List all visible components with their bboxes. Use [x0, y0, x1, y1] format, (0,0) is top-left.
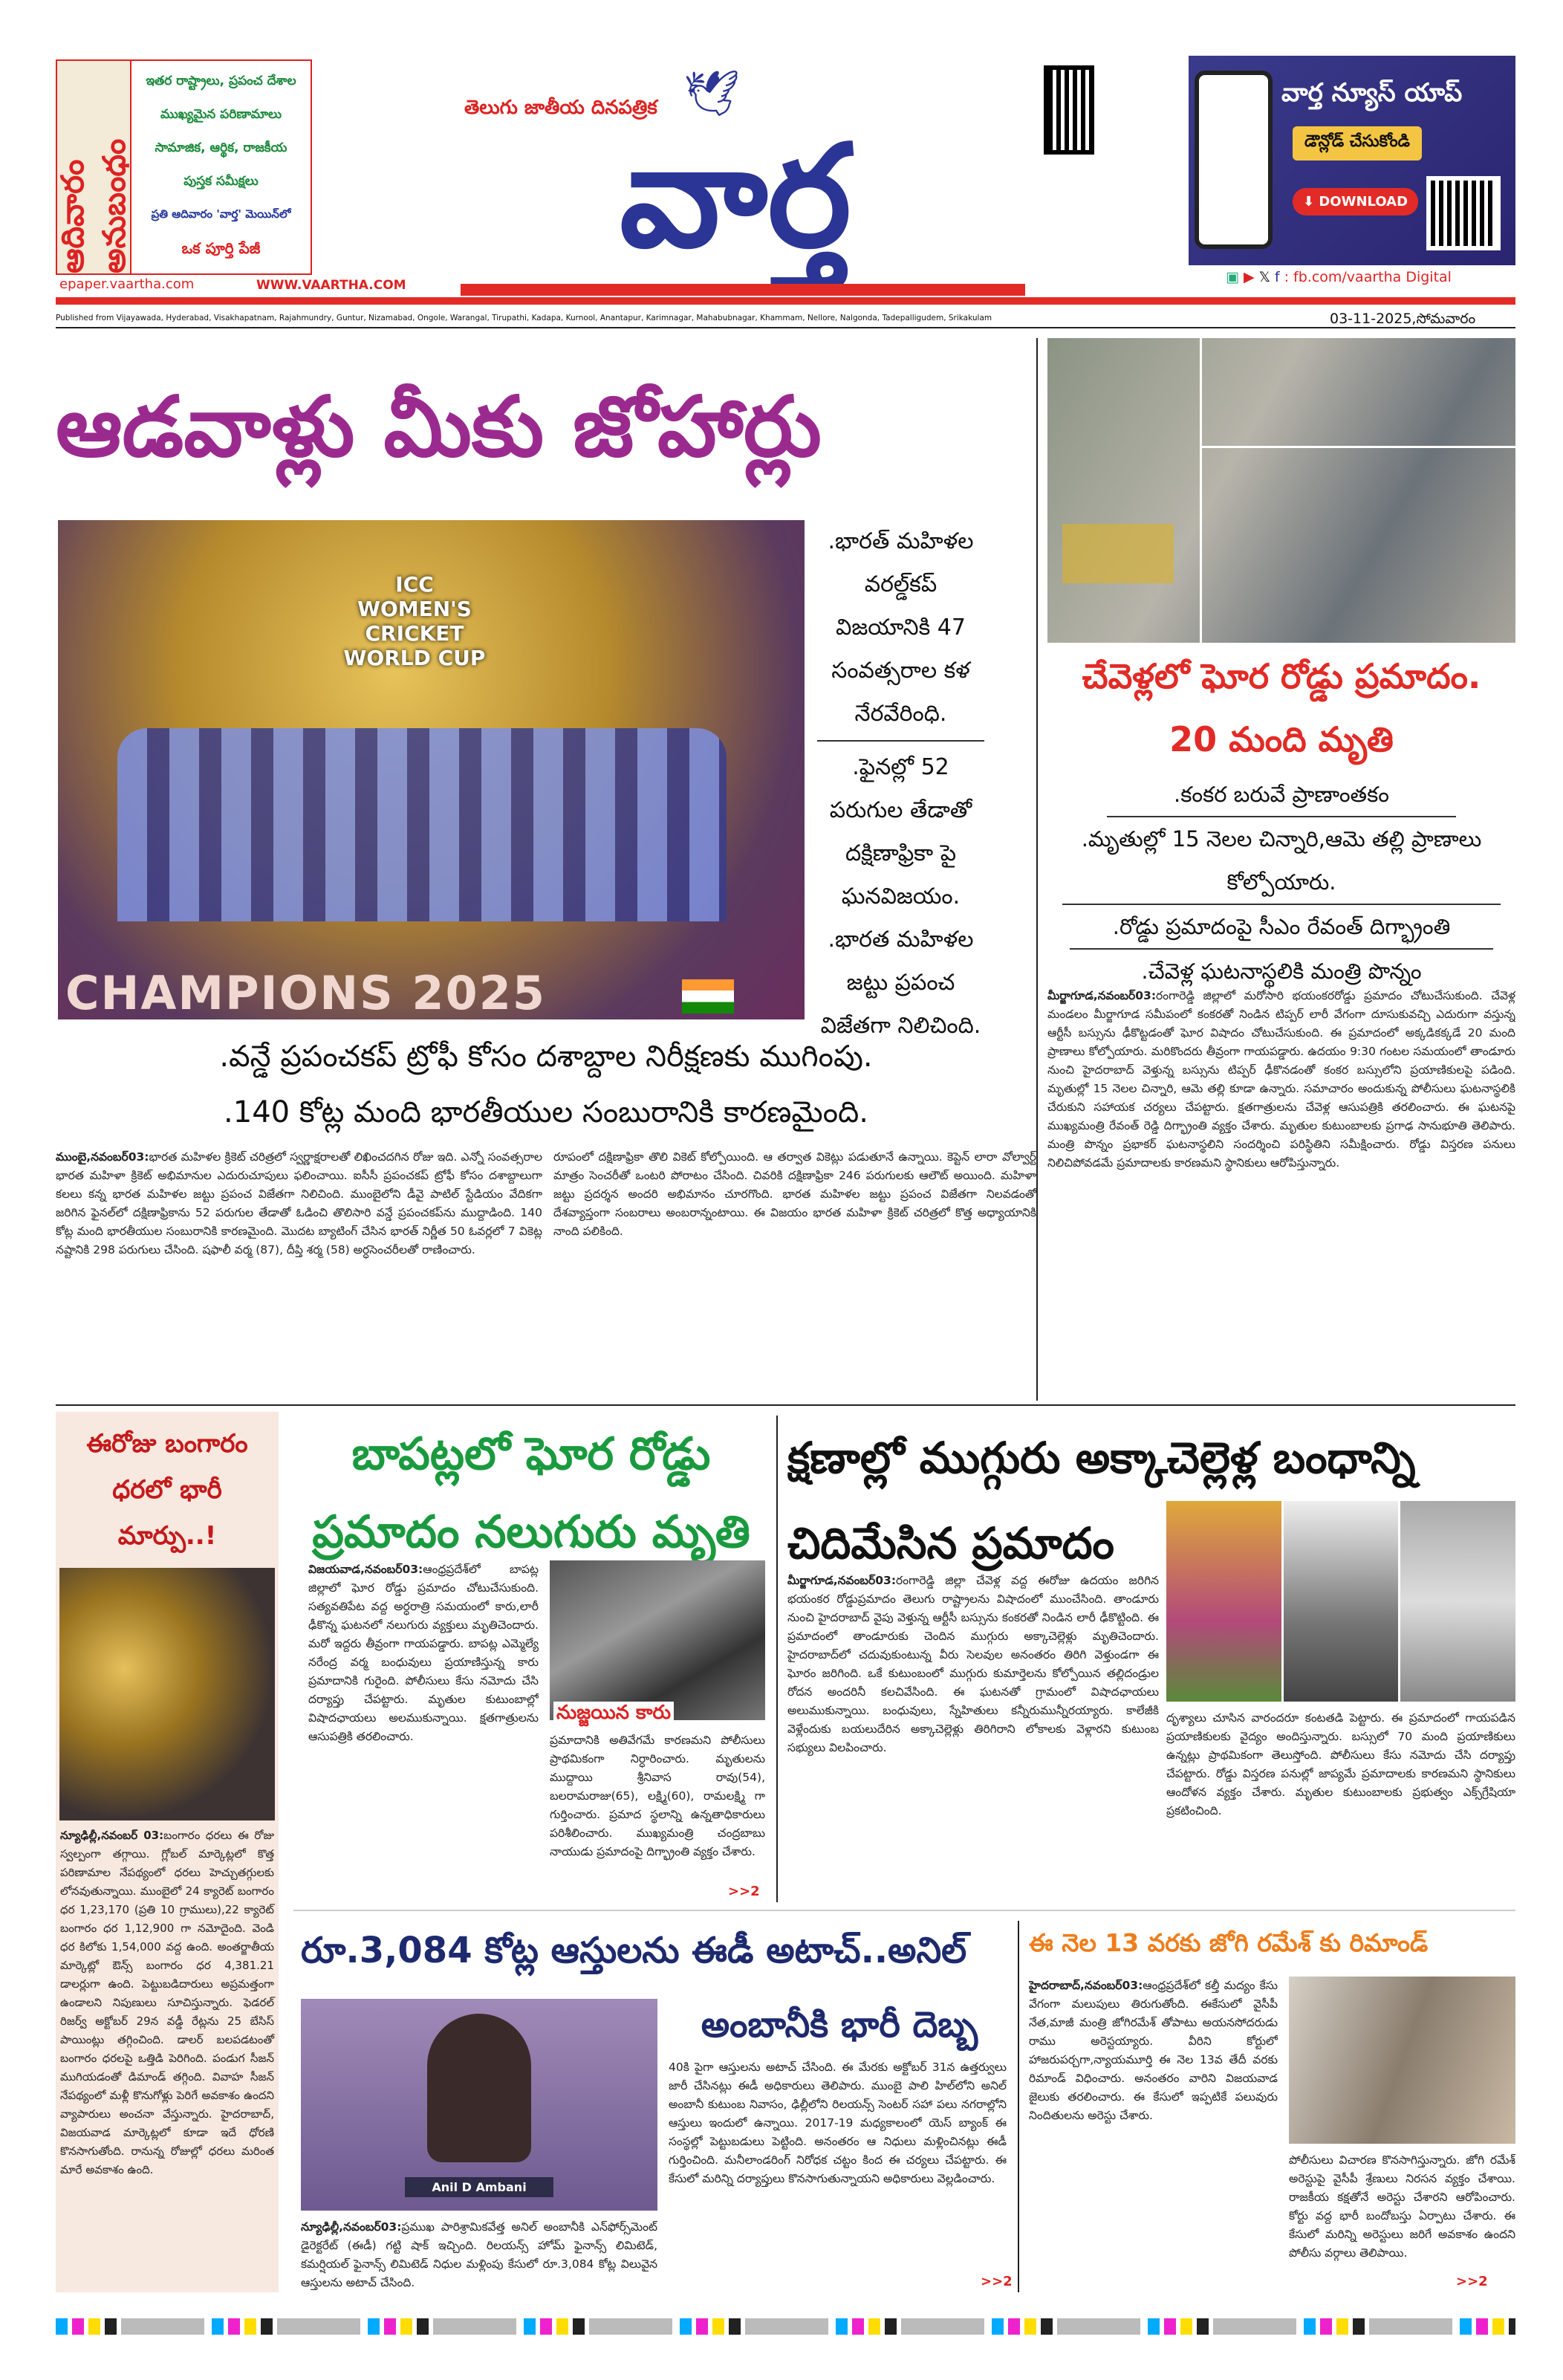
- gold-headline: ఈరోజు బంగారం ధరలో భారీ మార్పు..!: [86, 1429, 248, 1551]
- sisters-headline: క్షణాల్లో ముగ్గురు అక్కాచెల్లెళ్ల బంధాన్ని చిదిమేసిన ప్రమాదం: [787, 1433, 1416, 1569]
- youtube-icon[interactable]: ▶: [1243, 269, 1255, 285]
- court-photo: [1289, 1977, 1515, 2144]
- continued-page-link[interactable]: >>2: [1456, 2274, 1488, 2289]
- app-download-cta[interactable]: డౌన్లోడ్ చేసుకోండి: [1293, 126, 1422, 160]
- accident-headline-2: 20 మంది మృతి: [1169, 719, 1394, 759]
- promo-line: ఇతర రాష్ట్రాలు, ప్రపంచ దేశాల: [146, 73, 296, 88]
- download-arrow-icon: ⬇: [1303, 194, 1319, 210]
- dove-icon: 🕊: [683, 68, 741, 120]
- app-title: వార్త న్యూస్ యాప్: [1281, 78, 1463, 108]
- accident-sub: .మృతుల్లో 15 నెలల చిన్నారి,ఆమె తల్లి ప్రాణాలు కోల్పోయారు.: [1062, 817, 1501, 905]
- sisters-portrait: [1166, 1501, 1281, 1702]
- website-link[interactable]: WWW.VAARTHA.COM: [256, 278, 406, 293]
- cricket-team-photo: [58, 520, 805, 1019]
- download-button[interactable]: ⬇ DOWNLOAD: [1293, 188, 1418, 215]
- lead-deck: .140 కోట్ల మంది భారతీయుల సంబురానికి కారణమైంది.: [224, 1095, 868, 1129]
- promo-line: సామాజిక, ఆర్థిక, రాజకీయ: [155, 140, 287, 155]
- issue-date: 03-11-2025,సోమవారం: [1330, 311, 1476, 327]
- promo-line: పుస్తక సమీక్షలు: [183, 174, 259, 189]
- crowd-photo: [1284, 1501, 1399, 1702]
- google-news-icon[interactable]: ▣: [1226, 269, 1239, 285]
- column-divider: [1036, 338, 1038, 1401]
- promo-highlight: ఒక పూర్తి పేజీ: [181, 239, 261, 258]
- lead-point: .ఫైనల్లో 52 పరుగుల తేడాతో దక్షిణాఫ్రికా పై ఘనవిజయం.: [829, 754, 972, 909]
- covered-victim: [1062, 524, 1174, 583]
- sunday-supplement-promo: [56, 59, 312, 275]
- jogi-headline: ఈ నెల 13 వరకు జోగి రమేశ్ కు రిమాండ్: [1029, 1928, 1429, 1957]
- accident-article: మీర్జాగూడ,నవంబర్03:రంగారెడ్డి జిల్లాలో మరోసారి భయంకరరోడ్డు ప్రమాదం చోటుచేసుకుంది. చేవెళ్ల మండలం మీర్జాగూడ సమీపంలో కంకరతో నిండిన టిప్పర్ లారీ వేగంగా దూసుకువచ్చి ఎదురుగా వస్తున్న ఆర్టీసీ బస్సును ఢీకొట్టడంతో ఘోర విషాదం చోటుచేసుకుంది. ఈ ప్రమాదంలో అక్కడికక్కడే 20 మంది ప్రాణాలు కోల్పోయారు. మరికొందరు తీవ్రంగా గాయపడ్డారు. ఉదయం 9:30 గంటల సమయంలో తాండూరు నుంచి హైదరాబాద్ వెళ్తున్న బస్సును టిప్పర్ ఢీకొనడంతో కంకర బస్సులోని ప్రయాణికులపై పడింది. మృతుల్లో 15 నెలల చిన్నారి, ఆమె తల్లి కూడా ఉన్నారు. సమాచారం అందుకున్న పోలీసులు ఘటనాస్థలికి చేరుకుని సహాయక చర్యలు చేపట్టారు. క్షతగాత్రులను చేవెళ్ల ఆసుపత్రికి తరలించారు. ఈ ఘటనపై ముఖ్యమంత్రి రేవంత్ రెడ్డి దిగ్భ్రాంతి వ్యక్తం చేశారు. మృతుల కుటుంబాలకు ప్రగాఢ సానుభూతి తెలిపారు. మంత్రి పొన్నం ప్రభాకర్ ఘటనాస్థలిని సందర్శించి పరిస్థితిని సమీక్షించారు. రోడ్డు విస్తరణ పనులు నిలిచిపోవడమే ప్రమాదాలకు కారణమని స్థానికులు ఆరోపిస్తున్నారు.: [1047, 989, 1515, 1170]
- players-silhouette: [117, 728, 727, 921]
- continued-page-link[interactable]: >>2: [981, 2274, 1013, 2289]
- promo-line: ప్రతి ఆదివారం 'వార్త' మెయిన్‌లో: [151, 207, 291, 221]
- trophy-text: ICC WOMEN'S CRICKET WORLD CUP: [343, 572, 486, 670]
- person-silhouette: [427, 2014, 531, 2162]
- gold-jewellery-photo: [59, 1568, 275, 1820]
- lead-deck: .వన్డే ప్రపంచకప్ ట్రోఫీ కోసం దశాబ్దాల నిరీక్షణకు ముగింపు.: [219, 1040, 873, 1074]
- bapatla-article: విజయవాడ,నవంబర్03:ఆంధ్రప్రదేశ్‌లో బాపట్ల జిల్లాలో ఘోర రోడ్డు ప్రమాదం చోటుచేసుకుంది. సత్యవతిపేట వద్ద అర్ధరాత్రి సమయంలో కారు,లారీ ఢీకొన్న ఘటనలో నలుగురు వ్యక్తులు మృతిచెందారు. మరో ఇద్దరు తీవ్రంగా గాయపడ్డారు. బాపట్ల ఎమ్మెల్యే నరేంద్ర వర్మ బంధువులు ప్రయాణిస్తున్న కారు ప్రమాదానికి గురైంది. పోలీసులు కేసు నమోదు చేసి దర్యాప్తు చేపట్టారు. మృతుల కుటుంబాల్లో విషాదఛాయలు అలముకున్నాయి. క్షతగాత్రులను ఆసుపత్రికి తరలించారు.: [308, 1563, 539, 1743]
- lead-headline: ఆడవాళ్లు మీకు జోహార్లు: [56, 379, 822, 476]
- sisters-article-cont: దృశ్యాలు చూసిన వారందరూ కంటతడి పెట్టారు. ఈ ప్రమాదంలో గాయపడిన ప్రయాణికులకు వైద్యం అందిస్తున్నారు. బస్సులో 70 మంది ప్రయాణికులు ఉన్నట్లు ప్రాథమికంగా తెలుస్తోంది. పోలీసులు కేసు నమోదు చేసి దర్యాప్తు చేపట్టారు. రోడ్డు విస్తరణ పనుల్లో జాప్యమే ప్రమాదాలకు కారణమని స్థానికులు ఆందోళన వ్యక్తం చేశారు. మృతుల కుటుంబాలకు ప్రభుత్వం ఎక్స్‌గ్రేషియా ప్రకటించింది.: [1166, 1711, 1515, 1818]
- gold-box: [56, 1412, 279, 2292]
- photo-separator: [1200, 338, 1202, 643]
- accident-sub: .రోడ్డు ప్రమాదంపై సీఎం రేవంత్ దిగ్భ్రాంతి: [1070, 905, 1493, 950]
- sisters-article: మీర్జాగూడ,నవంబర్03:రంగారెడ్డి జిల్లా చేవెళ్ల వద్ద ఈరోజు ఉదయం జరిగిన భయంకర రోడ్డుప్రమాదం తెలుగు రాష్ట్రాలను విషాదంలో ముంచేసింది. తాండూరు నుంచి హైదరాబాద్ వైపు వెళ్తున్న ఆర్టీసీ బస్సును కంకరతో నిండిన లారీ ఢీకొట్టింది. ఈ ప్రమాదంలో తాండూరుకు చెందిన ముగ్గురు అక్కాచెల్లెళ్లు మృతిచెందారు. హైదరాబాద్‌లో చదువుకుంటున్న వీరు సెలవుల అనంతరం తిరిగి వెళ్తుండగా ఈ ఘోరం జరిగింది. ఒకే కుటుంబంలో ముగ్గురు కుమార్తెలను కోల్పోయిన తల్లిదండ్రుల రోదన అందరినీ కలచివేసింది. ఈ ఘటనతో గ్రామంలో విషాదఛాయలు అలుముకున్నాయి. బంధువులు, స్నేహితులు కన్నీరుమున్నీరయ్యారు. కాలేజీకి వెళ్లేందుకు బయలుదేరిన అక్కాచెల్లెళ్లు తిరిగిరాని లోకాలకు వెళ్లారని కుటుంబ సభ్యులు విలపించారు.: [787, 1574, 1159, 1754]
- jogi-article-cont: పోలీసులు విచారణ కొనసాగిస్తున్నారు. జోగి రమేశ్ అరెస్టుపై వైసీపీ శ్రేణులు నిరసన వ్యక్తం చేశాయి. రాజకీయ కక్షతోనే అరెస్టు చేశారని ఆరోపించారు. కోర్టు వద్ద భారీ బందోబస్తు ఏర్పాటు చేశారు. ఈ కేసులో మరిన్ని అరెస్టులు జరిగే అవకాశం ఉందని పోలీసు వర్గాలు తెలిపాయి.: [1289, 2153, 1515, 2260]
- masthead-logo: వార్త: [620, 114, 851, 279]
- lead-article-col2: రూపంలో దక్షిణాఫ్రికా తొలి వికెట్ కోల్పోయింది. ఆ తర్వాత వికెట్లు పడుతూనే ఉన్నాయి. కెప్టెన్ లారా వోల్వార్ట్ మాత్రం సెంచరీతో ఒంటరి పోరాటం చేసింది. చివరికి దక్షిణాఫ్రికా 246 పరుగులకు ఆలౌట్ అయింది. మహిళా జట్టు ప్రదర్శన అందరి అభిమానం చూరగొంది. భారత మహిళల జట్టు ప్రపంచ విజేతగా నిలవడంతో దేశవ్యాప్తంగా సంబరాలు అంబరాన్నంటాయి. ఈ విజయం భారత మహిళా క్రికెట్ చరిత్రలో కొత్త అధ్యాయానికి నాంది పలికింది.: [553, 1150, 1036, 1238]
- accident-headline: చేవెళ్లలో ఘోర రోడ్డు ప్రమాదం.: [1082, 656, 1481, 696]
- header-red-rule: [56, 297, 1515, 305]
- jogi-article: హైదరాబాద్,నవంబర్03:ఆంధ్రప్రదేశ్‌లో కల్తీ మద్యం కేసు వేగంగా మలుపులు తిరుగుతోంది. ఈకేసులో వైసీపీ నేత,మాజీ మంత్రి జోగిరమేశ్ తోపాటు అయనసోదరుడు రాము అరెస్టయ్యారు. వీరిని కోర్టులో హాజరుపర్చగా,న్యాయమూర్తి ఈ నెల 13వ తేదీ వరకు రిమాండ్ విధించారు. అనంతరం వారిని విజయవాడ జైలుకు తరలించారు. ఈ కేసులో ఇప్పటికే పలువురు నిందితులను అరెస్టు చేశారు.: [1029, 1979, 1278, 2122]
- crashed-car-photo: [550, 1560, 765, 1720]
- accident-sub: .చేవెళ్ల ఘటనాస్థలికి మంత్రి పొన్నం: [1141, 959, 1422, 984]
- facebook-icon[interactable]: f: [1274, 269, 1280, 285]
- car-photo-caption: నుజ్జయిన కారు: [553, 1702, 674, 1728]
- column-divider: [1018, 1921, 1019, 2292]
- promo-vertical-title: ఆదివారం అనుబంధం: [57, 61, 131, 273]
- ed-article: న్యూఢిల్లీ,నవంబర్03:ప్రముఖ పారిశ్రామికవేత్త అనిల్ అంబానీకి ఎన్‌ఫోర్స్‌మెంట్ డైరెక్టరేట్ (ఈడీ) గట్టి షాక్ ఇచ్చింది. రిలయన్స్ హోమ్ ఫైనాన్స్ లిమిటెడ్, కమర్షియల్ ఫైనాన్స్ లిమిటెడ్ నిధుల మళ్లింపు కేసులో రూ.3,084 కోట్ల విలువైన ఆస్తులను అటాచ్ చేసింది.: [301, 2220, 657, 2289]
- phone-mockup: [1195, 71, 1273, 249]
- continued-page-link[interactable]: >>2: [728, 1884, 760, 1899]
- promo-line: ముఖ్యమైన పరిణామాలు: [160, 106, 282, 122]
- divider: [293, 1910, 1515, 1911]
- ed-article-cont: 40కి పైగా ఆస్తులను అటాచ్ చేసింది. ఈ మేరకు అక్టోబర్ 31న ఉత్తర్వులు జారీ చేసినట్లు ఈడీ అధికారులు తెలిపారు. ముంబై పాలి హిల్‌లోని అనిల్ అంబానీ కుటుంబ నివాసం, ఢిల్లీలోని రిలయన్స్ సెంటర్ సహా పలు నగరాల్లోని ఆస్తులు ఇందులో ఉన్నాయి. 2017-19 మధ్యకాలంలో యెస్ బ్యాంక్ ఈ సంస్థల్లో పెట్టుబడులు పెట్టింది. అనంతరం ఆ నిధులు మళ్లించినట్లు ఈడీ గుర్తించింది. మనీలాండరింగ్ నిరోధక చట్టం కింద ఈ చర్యలు చేపట్టారు. ఈ కేసులో మరిన్ని దర్యాప్తులు కొనసాగుతున్నాయని అధికారులు వెల్లడించారు.: [669, 2060, 1007, 2185]
- column-divider: [776, 1416, 778, 1902]
- india-flag: [682, 979, 734, 1014]
- epaper-link[interactable]: epaper.vaartha.com: [59, 276, 195, 292]
- gold-article: న్యూఢిల్లీ,నవంబర్ 03:బంగారం ధరలు ఈ రోజు స్వల్పంగా తగ్గాయి. గ్లోబల్ మార్కెట్లలో కొత్త పరిణామాల నేపథ్యంలో ధరలు హెచ్చుతగ్గులకు లోనవుతున్నాయి. ముంబైలో 24 క్యారెట్ బంగారం ధర 1,23,170 (ప్రతి 10 గ్రాములు),22 క్యారెట్ బంగారం ధర 1,12,900 గా నమోదైంది. వెండి ధర కిలోకు 1,54,000 వద్ద ఉంది. అంతర్జాతీయ మార్కెట్లో ఔన్స్ బంగారం ధర 4,381.21 డాలర్లుగా ఉంది. పెట్టుబడిదారులు అప్రమత్తంగా ఉండాలని నిపుణులు సూచిస్తున్నారు. ఫెడరల్ రిజర్వ్ అక్టోబర్ 29న వడ్డీ రేట్లను 25 బేసిస్ పాయింట్లు తగ్గించింది. డాలర్ బలపడటంతో బంగారం ధరలపై ఒత్తిడి పెరిగింది. పండుగ సీజన్ ముగియడంతో డిమాండ్ తగ్గింది. వివాహ సీజన్ నేపథ్యంలో మళ్లీ కొనుగోళ్లు పెరిగే అవకాశం ఉందని వ్యాపారులు అంచనా వేస్తున్నారు. హైదరాబాద్, విజయవాడ మార్కెట్లలో కూడా ఇదే ధోరణి కొనసాగుతోంది. రానున్న రోజుల్లో ధరలు మరింత మారే అవకాశం ఉంది.: [60, 1829, 274, 2176]
- divider: [56, 327, 1515, 328]
- facebook-link[interactable]: : fb.com/vaartha Digital: [1284, 269, 1452, 285]
- lead-point: .భారత్ మహిళల వరల్డ్‌కప్ విజయానికి 47 సంవత్సరాల కళ నేరవేరింధి.: [817, 520, 984, 742]
- sisters-photos: [1166, 1501, 1515, 1702]
- accident-sub: .కంకర బరువే ప్రాణాంతకం: [1107, 773, 1456, 817]
- ed-headline-2: అంబానీకి భారీ దెబ్బ: [701, 2004, 978, 2046]
- mourning-photo: [1400, 1501, 1515, 1702]
- lead-article-col1: ముంబై,నవంబర్03:భారత మహిళల క్రికెట్ చరిత్రలో స్వర్ణాక్షరాలతో లిఖించదగిన రోజు ఇది. ఎన్నో సంవత్సరాల భారత మహిళా క్రికెట్ అభిమానుల ఎదురుచూపులు ఫలించాయి. ఐసీసీ ప్రపంచకప్ ట్రోఫీ కోసం దశాబ్దాలుగా కలలు కన్న భారత మహిళల జట్టు ప్రపంచ విజేతగా నిలిచింది. ముంబైలోని డీవై పాటిల్ స్టేడియం వేదికగా జరిగిన ఫైనల్‌లో దక్షిణాఫ్రికాను 52 పరుగుల తేడాతో ఓడించి తొలిసారి వన్డే ప్రపంచకప్‌ను ముద్దాడింది. 140 కోట్ల మంది భారతీయుల సంబురానికి కారణమైంది. మొదట బ్యాటింగ్ చేసిన భారత్ నిర్ణీత 50 ఓవర్లలో 7 వికెట్ల నష్టానికి 298 పరుగులు చేసింది. షఫాలీ వర్మ (87), దీప్తి శర్మ (58) అర్ధసెంచరీలతో రాణించారు.: [56, 1150, 542, 1257]
- divider: [56, 1404, 1515, 1406]
- tagline: తెలుగు జాతీయ దినపత్రిక: [464, 97, 657, 119]
- app-ad[interactable]: [1189, 56, 1515, 265]
- qr-code[interactable]: [1044, 65, 1094, 155]
- x-icon[interactable]: 𝕏: [1258, 269, 1270, 285]
- logo-underline: [461, 284, 1025, 296]
- bapatla-headline: బాపట్లలో ఘోర రోడ్డు ప్రమాదం నలుగురు మృతి: [312, 1428, 750, 1558]
- nameplate: Anil D Ambani: [405, 2177, 553, 2197]
- bapatla-article-cont: ప్రమాదానికి అతివేగమే కారణమని పోలీసులు ప్రాథమికంగా నిర్ధారించారు. మృతులను ముద్దాయి శ్రీనివాస రావు(54), బలరామరాజు(65), లక్ష్మి(60), రామలక్ష్మి గా గుర్తించారు. ప్రమాద స్థలాన్ని ఉన్నతాధికారులు పరిశీలించారు. ముఖ్యమంత్రి చంద్రబాబు నాయుడు ప్రమాదంపై దిగ్భ్రాంతి వ్యక్తం చేశారు.: [550, 1734, 765, 1858]
- accident-photo: [1047, 338, 1515, 643]
- champions-caption: CHAMPIONS 2025: [65, 966, 546, 1019]
- photo-separator: [1200, 446, 1515, 448]
- print-color-bar: [56, 2318, 1515, 2335]
- app-qr-code[interactable]: [1426, 176, 1501, 250]
- ed-headline: రూ.3,084 కోట్ల ఆస్తులను ఈడీ అటాచ్..అనిల్: [301, 1930, 967, 1971]
- anil-ambani-photo: [301, 1999, 657, 2211]
- lead-point: .భారత మహిళల జట్టు ప్రపంచ విజేతగా నిలిచింది.: [820, 927, 981, 1039]
- publication-cities: Published from Vijayawada, Hyderabad, Visakhapatnam, Rajahmundry, Guntur, Nizamabad, Ongole, Warangal, Tirupathi, Kadapa, Kurnool, Anantapur, Karimnagar, Mahabubnagar, Khammam, Nellore, Nalgonda, Tadepalligudem, Srikakulam: [56, 314, 992, 322]
